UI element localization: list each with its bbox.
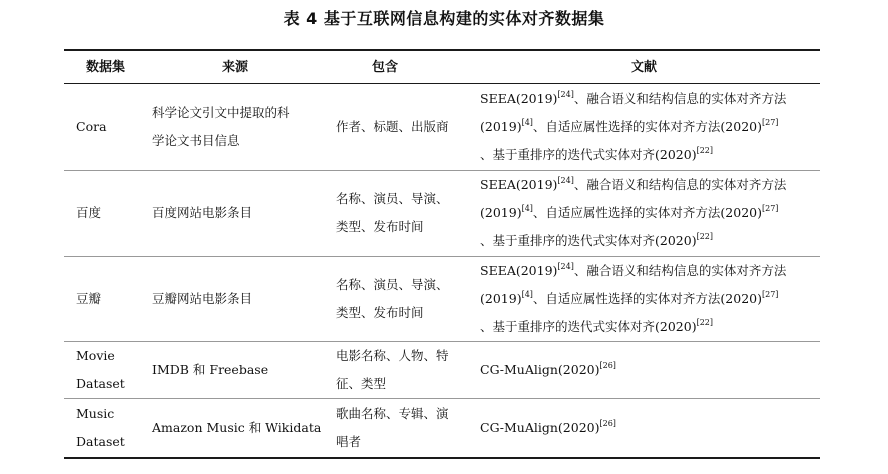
contains-line: 歌曲名称、专辑、演 [336,405,449,421]
dataset-line: Dataset [76,375,125,391]
table-header-rule [64,83,820,84]
contains-line: 名称、演员、导演、 [336,276,449,292]
reference-text: 、基于重排序的迭代式实体对齐(2020) [480,318,697,334]
source-line: 百度网站电影条目 [152,205,253,220]
citation-number: [22] [696,232,713,241]
reference-line [480,113,778,141]
reference-text: 、融合语义和结构信息的实体对齐方法 [573,262,787,278]
citation-number: [4] [521,118,533,127]
source-line: IMDB 和 Freebase [152,361,269,377]
citation-number: [27] [762,289,779,299]
reference-text: SEEA(2019) [480,262,558,278]
contains-line: 唱者 [336,433,362,449]
source-line: 学论文书目信息 [152,133,240,148]
citation-number: [26] [599,360,616,370]
reference-text: SEEA(2019) [480,177,558,192]
source-line: 科学论文引文中提取的科 [152,105,290,120]
dataset-line: Movie [76,347,115,363]
dataset-line: Cora [76,119,107,134]
dataset-line: 百度 [76,205,102,220]
reference-line [480,227,713,255]
reference-text: 、自适应属性选择的实体对齐方法(2020) [532,119,762,134]
reference-line [480,313,713,341]
source-line: Amazon Music 和 Wikidata [152,419,322,435]
dataset-line: Dataset [76,433,125,449]
reference-line [480,257,786,285]
header-references: 文献 [631,60,658,75]
citation-number: [24] [557,176,574,185]
contains-line: 征、类型 [336,375,387,391]
citation-number: [22] [696,317,713,327]
reference-text: (2019) [480,205,522,220]
reference-line [480,199,778,227]
reference-text: CG-MuAlign(2020) [480,419,600,435]
reference-text: 、自适应属性选择的实体对齐方法(2020) [532,290,762,306]
citation-number: [22] [696,146,713,155]
table-bottom-rule [64,457,820,459]
reference-text: 、基于重排序的迭代式实体对齐(2020) [480,147,697,162]
reference-line [480,141,713,169]
reference-text: SEEA(2019) [480,91,558,106]
reference-text: 、基于重排序的迭代式实体对齐(2020) [480,233,697,248]
contains-line: 类型、发布时间 [336,304,424,320]
header-source: 来源 [222,60,249,75]
citation-number: [26] [599,418,616,428]
source-line: 豆瓣网站电影条目 [152,290,253,306]
citation-number: [24] [557,261,574,271]
table-caption: 表 4 基于互联网信息构建的实体对齐数据集 [283,9,605,28]
header-contains: 包含 [372,60,399,75]
citation-number: [24] [557,90,574,99]
header-dataset: 数据集 [86,60,126,75]
reference-line [480,356,616,384]
reference-text: (2019) [480,119,522,134]
citation-number: [27] [762,118,779,127]
dataset-line: 豆瓣 [76,290,102,306]
dataset-line: Music [76,405,115,421]
contains-line: 电影名称、人物、特 [336,347,449,363]
reference-text: (2019) [480,290,522,306]
contains-line: 名称、演员、导演、 [336,191,449,206]
reference-line [480,171,786,199]
reference-text: 、自适应属性选择的实体对齐方法(2020) [532,205,762,220]
reference-line [480,414,616,442]
reference-text: 、融合语义和结构信息的实体对齐方法 [573,177,787,192]
citation-number: [27] [762,204,779,213]
reference-text: CG-MuAlign(2020) [480,361,600,377]
reference-line [480,285,778,313]
citation-number: [4] [521,204,533,213]
reference-line [480,85,786,113]
reference-text: 、融合语义和结构信息的实体对齐方法 [573,91,787,106]
contains-line: 作者、标题、出版商 [336,119,449,134]
table-top-rule [64,49,820,51]
contains-line: 类型、发布时间 [336,219,424,234]
citation-number: [4] [521,289,533,299]
